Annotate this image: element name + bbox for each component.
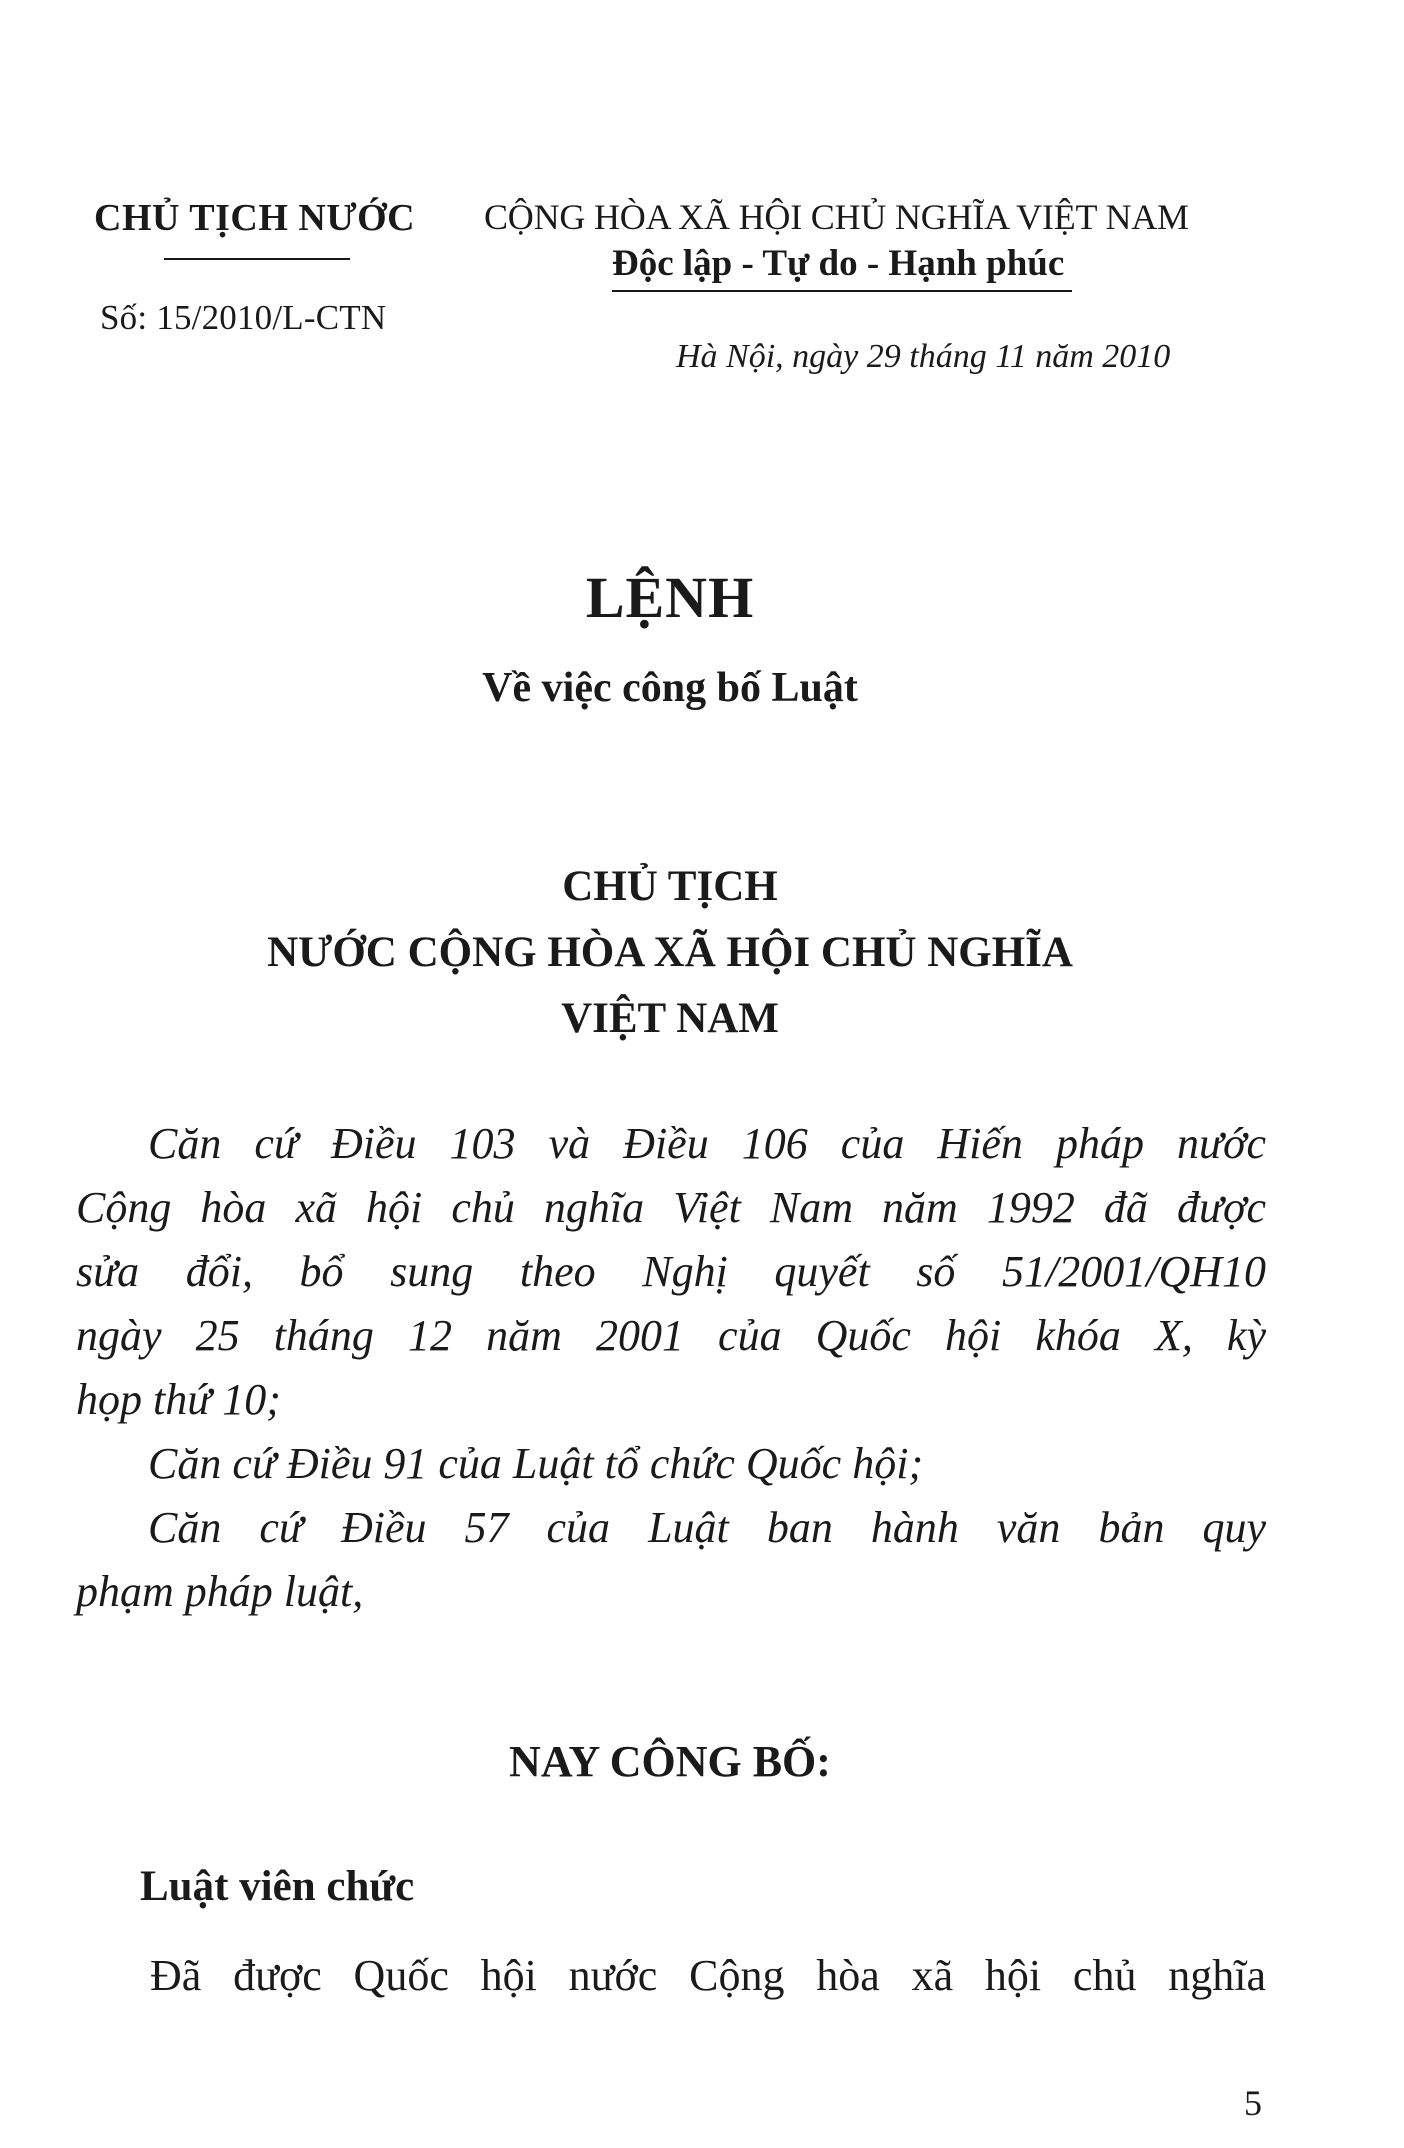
proclamation-heading: NAY CÔNG BỐ: [509,1737,831,1786]
page-number: 5 [1244,2083,1262,2123]
place-and-date: Hà Nội, ngày 29 tháng 11 năm 2010 [676,338,1171,375]
issuer-line-2: NƯỚC CỘNG HÒA XÃ HỘI CHỦ NGHĨA [267,929,1073,976]
issuer-line-1: CHỦ TỊCH [562,863,778,910]
legal-basis-paragraph-3 [76,1496,1266,1624]
basis-3-line-2: phạm pháp luật, [76,1567,364,1616]
document-subject: Về việc công bố Luật [482,665,858,711]
document-type: LỆNH [585,565,755,630]
legal-basis-paragraph-2 [76,1432,1266,1496]
basis-1-line-4: ngày 25 tháng 12 năm 2001 của Quốc hội khóa X, kỳ [76,1311,1266,1360]
basis-3-line-1: Căn cứ Điều 57 của Luật ban hành văn bản quy [148,1503,1266,1552]
issuer-line-3: VIỆT NAM [561,995,779,1042]
document-number: Số: 15/2010/L-CTN [100,298,387,337]
basis-1-line-1: Căn cứ Điều 103 và Điều 106 của Hiến pháp nước [148,1119,1266,1168]
basis-2-line-1: Căn cứ Điều 91 của Luật tổ chức Quốc hội; [148,1439,924,1488]
divider-left [164,258,350,260]
basis-1-line-2: Cộng hòa xã hội chủ nghĩa Việt Nam năm 1992 đã được [76,1183,1266,1232]
issuing-authority: CHỦ TỊCH NƯỚC [94,197,416,239]
national-motto: Độc lập - Tự do - Hạnh phúc [612,243,1065,284]
law-name: Luật viên chức [140,1863,415,1910]
proclamation-text: Đã được Quốc hội nước Cộng hòa xã hội chủ nghĩa [150,1951,1266,2000]
basis-1-line-5: họp thứ 10; [76,1375,281,1424]
basis-1-line-3: sửa đổi, bổ sung theo Nghị quyết số 51/2001/QH10 [76,1247,1266,1296]
legal-basis-paragraph-1 [76,1112,1266,1432]
divider-right [612,290,1072,292]
national-title: CỘNG HÒA XÃ HỘI CHỦ NGHĨA VIỆT NAM [484,197,1189,237]
